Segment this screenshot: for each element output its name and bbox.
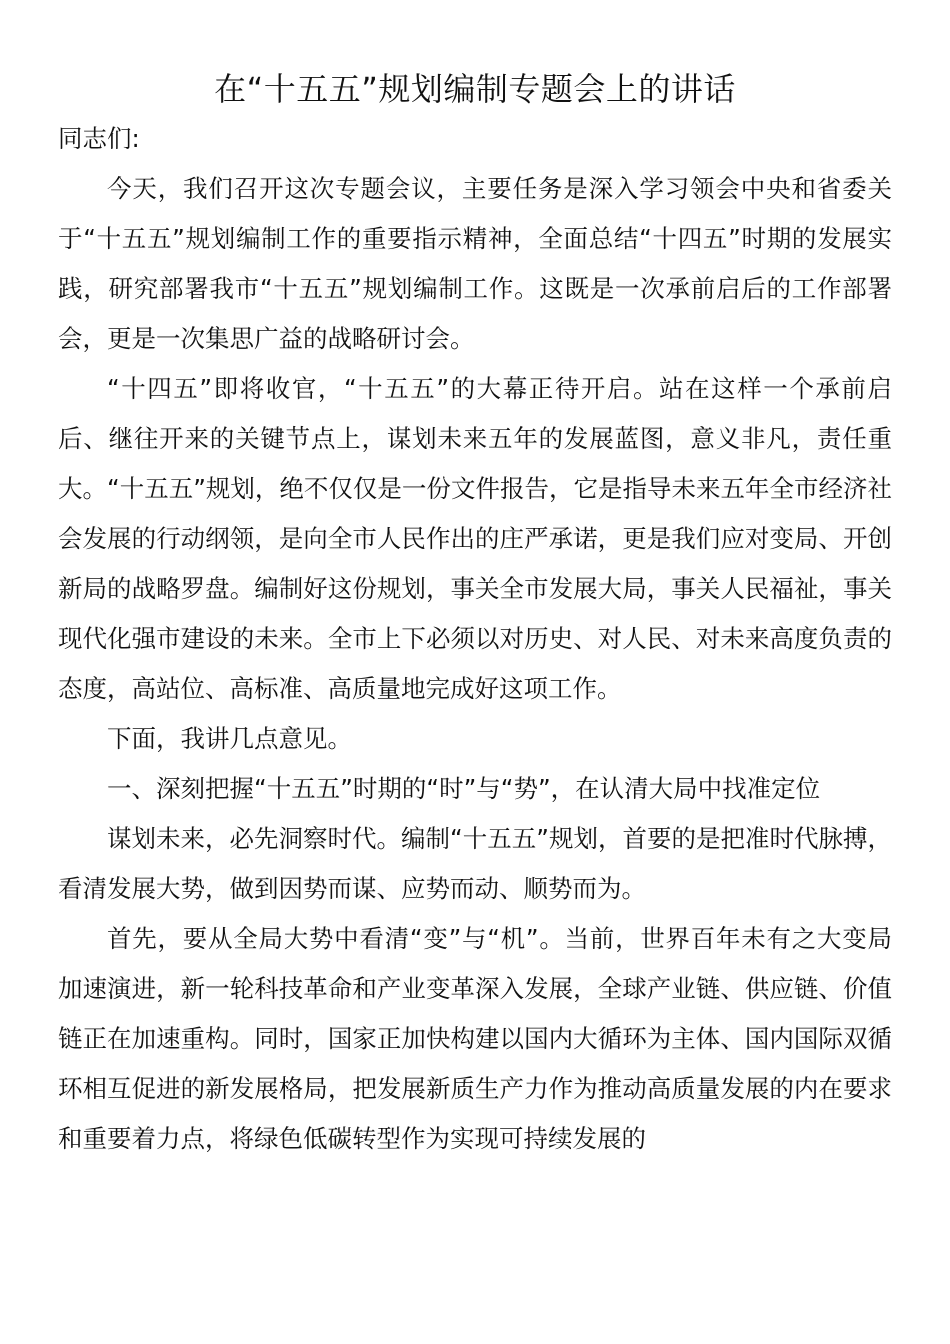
salutation: 同志们:: [58, 124, 140, 153]
paragraph-transition: 下面，我讲几点意见。: [107, 724, 352, 753]
paragraph-first-point: 首先，要从全局大势中看清“变”与“机”。当前，世界百年未有之大变局加速演进，新一轮科技革命和产业变革深入发展，全球产业链、供应链、价值链正在加速重构。同时，国家正加快构建以国内大循环为主体、国内国际双循环相互促进的新发展格局，把发展新质生产力作为推动高质量发展的内在要求和重要着力点，将绿色低碳转型作为实现可持续发展的: [58, 924, 892, 1153]
section-heading-1: 一、深刻把握“十五五”时期的“时”与“势”，在认清大局中找准定位: [107, 774, 821, 803]
paragraph-section-intro: 谋划未来，必先洞察时代。编制“十五五”规划，首要的是把准时代脉搏，看清发展大势，做到因势而谋、应势而动、顺势而为。: [58, 824, 892, 903]
document-title: 在“十五五”规划编制专题会上的讲话: [214, 70, 736, 108]
paragraph-opening: 今天，我们召开这次专题会议，主要任务是深入学习领会中央和省委关于“十五五”规划编制工作的重要指示精神，全面总结“十四五”时期的发展实践，研究部署我市“十五五”规划编制工作。这既是一次承前启后的工作部署会，更是一次集思广益的战略研讨会。: [58, 174, 892, 353]
document-body: [58, 114, 892, 1164]
paragraph-significance: “十四五”即将收官，“十五五”的大幕正待开启。站在这样一个承前启后、继往开来的关键节点上，谋划未来五年的发展蓝图，意义非凡，责任重大。“十五五”规划，绝不仅仅是一份文件报告，它是指导未来五年全市经济社会发展的行动纲领，是向全市人民作出的庄严承诺，更是我们应对变局、开创新局的战略罗盘。编制好这份规划，事关全市发展大局，事关人民福祉，事关现代化强市建设的未来。全市上下必须以对历史、对人民、对未来高度负责的态度，高站位、高标准、高质量地完成好这项工作。: [58, 374, 892, 703]
